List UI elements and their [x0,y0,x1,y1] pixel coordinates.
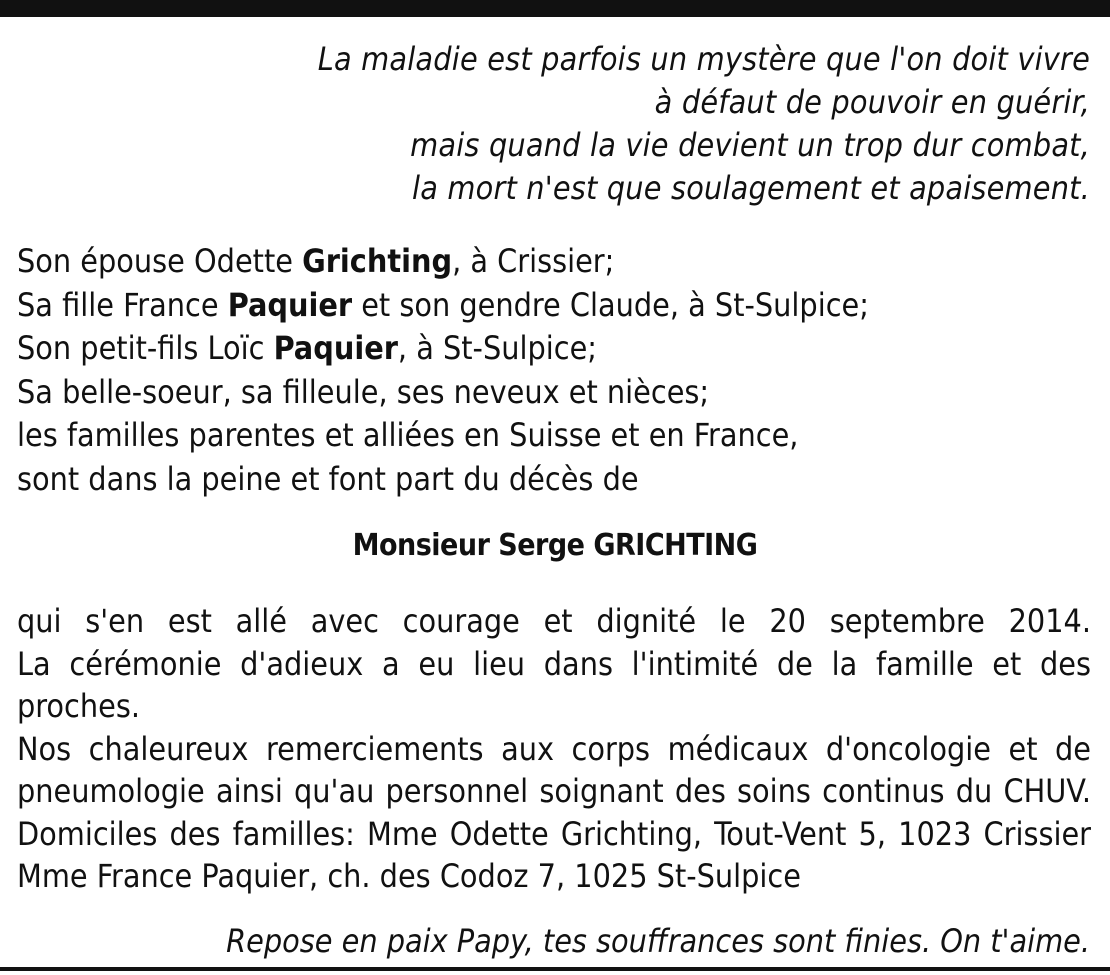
body-line: Domiciles des familles: Mme Odette Grichting, Tout-Vent 5, 1023 Crissier [17,814,1091,853]
daughter-prefix: Sa fille France [17,285,228,324]
body-line: Mme France Paquier, ch. des Codoz 7, 1025 St-Sulpice [17,857,801,895]
body-line: Nos chaleureux remerciements aux corps médicaux d'oncologie et de [17,729,1091,768]
body-line: La cérémonie d'adieux a eu lieu dans l'intimité de la famille et des [17,644,1091,683]
family-line-daughter [17,284,869,328]
body-line: proches. [17,687,140,725]
body-line: pneumologie ainsi qu'au personnel soignant des soins continus du CHUV. [17,772,1091,810]
wife-prefix: Son épouse Odette [17,242,303,280]
family-list [17,240,869,501]
family-line-announcement: sont dans la peine et font part du décès de [17,459,639,498]
epigraph-quote [90,38,1090,210]
grandson-suffix: , à St-Sulpice; [397,329,597,367]
obituary-body [17,600,1091,898]
quote-line: La maladie est parfois un mystère que l'on doit vivre [317,40,1090,78]
family-line-families: les familles parentes et alliées en Suisse et en France, [17,416,799,454]
wife-suffix: , à Crissier; [452,242,615,280]
grandson-surname: Paquier [273,329,398,367]
quote-line: la mort n'est que soulagement et apaisement. [412,169,1090,207]
daughter-surname: Paquier [227,285,353,324]
top-border-bar [0,0,1110,17]
wife-surname: Grichting [302,242,453,280]
quote-line: mais quand la vie devient un trop dur combat, [410,126,1090,164]
grandson-prefix: Son petit-fils Loïc [17,329,274,367]
quote-line: à défaut de pouvoir en guérir, [654,83,1090,121]
family-line-grandson [17,327,869,371]
bottom-border-rule [0,967,1110,971]
family-line-wife [17,240,869,284]
family-line-relatives: Sa belle-soeur, sa filleule, ses neveux et nièces; [17,372,710,411]
deceased-name-heading: Monsieur Serge GRICHTING [352,528,758,563]
body-line: qui s'en est allé avec courage et dignité le 20 septembre 2014. [17,602,1091,640]
daughter-suffix: et son gendre Claude, à St-Sulpice; [352,285,869,324]
closing-farewell: Repose en paix Papy, tes souffrances sont finies. On t'aime. [226,922,1090,960]
